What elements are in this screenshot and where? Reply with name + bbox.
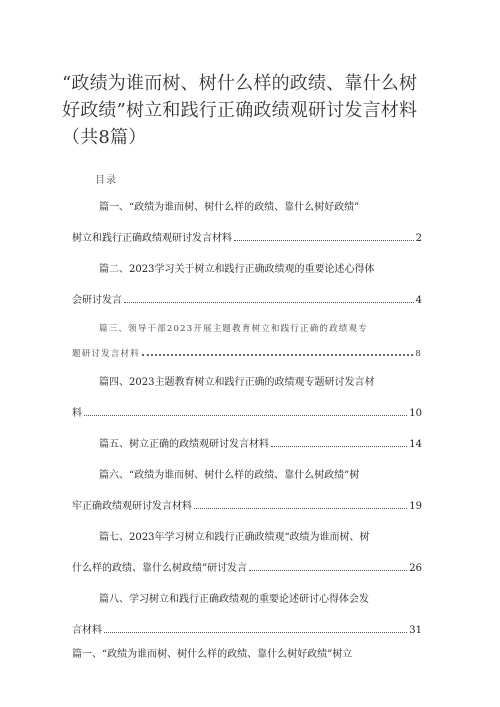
toc-entry-text: 什么样的政绩、靠什么树政绩”研讨发言 [72, 563, 248, 574]
title-line-2: 好政绩”树立和践行正确政绩观研讨发言材料 [62, 100, 418, 121]
toc-page-number: 2 [415, 233, 422, 244]
dot-leader [104, 632, 407, 633]
toc-entry-text: 篇八、学习树立和践行正确政绩观的重要论述研讨心得体会发 [99, 594, 369, 605]
dot-leader [124, 302, 414, 303]
toc-page-number: 14 [409, 439, 422, 450]
toc-entry-8-line-1[interactable] [99, 593, 409, 607]
dot-leader [234, 240, 414, 241]
document-title [62, 70, 442, 151]
dot-leader [84, 415, 407, 416]
toc-page-number: 10 [409, 408, 422, 419]
body-first-line: 篇一、“政绩为谁而树、树什么样的政绩、靠什么树好政绩”树立 [72, 649, 353, 660]
dot-leader [194, 508, 407, 509]
dot-leader [142, 354, 413, 356]
toc-page-number: 31 [409, 625, 422, 636]
toc-page-number: 4 [415, 295, 422, 306]
toc-entry-4-line-2[interactable] [72, 407, 422, 421]
toc-entry-1-line-2[interactable] [72, 232, 422, 246]
toc-entry-text: 会研讨发言 [72, 295, 122, 306]
toc-entry-2-line-2[interactable] [72, 294, 422, 308]
toc-entry-text: 题研讨发言材料 [72, 349, 140, 359]
toc-page-number: 8 [415, 349, 422, 359]
toc-entry-7-line-1[interactable] [99, 531, 409, 545]
dot-leader [249, 570, 407, 571]
toc-entry-text: 篇六、“政绩为谁而树、树什么样的政绩、靠什么树政绩”树 [99, 470, 360, 481]
toc-entry-5[interactable] [99, 438, 422, 452]
toc-entry-1-line-1[interactable] [99, 201, 409, 215]
toc-entry-text: 篇五、树立正确的政绩观研讨发言材料 [99, 439, 269, 450]
toc-entry-text: 言材料 [72, 625, 102, 636]
title-line-3: （共8篇） [62, 127, 147, 148]
toc-entry-3-line-1[interactable] [99, 322, 409, 336]
toc-entry-7-line-2[interactable] [72, 562, 422, 576]
toc-page-number: 19 [409, 501, 422, 512]
toc-heading: 目录 [95, 175, 117, 186]
toc-entry-text: 篇四、2023主题教育树立和践行正确的政绩观专题研讨发言材 [99, 377, 375, 388]
dot-leader [271, 446, 407, 447]
toc-entry-text: 树立和践行正确政绩观研讨发言材料 [72, 233, 232, 244]
toc-entry-text: 料 [72, 408, 82, 419]
toc-entry-text: 篇三、领导干部2023开展主题教育树立和践行正确的政绩观专 [99, 324, 368, 334]
toc-entry-4-line-1[interactable] [99, 376, 409, 390]
toc-entry-text: 篇七、2023年学习树立和践行正确政绩观“政绩为谁而树、树 [99, 532, 370, 543]
toc-entry-6-line-1[interactable] [99, 469, 409, 483]
toc-entry-2-line-1[interactable] [99, 263, 409, 277]
toc-page-number: 26 [409, 563, 422, 574]
toc-entry-6-line-2[interactable] [72, 500, 422, 514]
toc-entry-text: 牢正确政绩观研讨发言材料 [72, 501, 192, 512]
toc-entry-8-line-2[interactable] [72, 624, 422, 638]
title-line-1: “政绩为谁而树、树什么样的政绩、靠什么树 [62, 73, 418, 94]
toc-entry-text: 篇二、2023学习关于树立和践行正确政绩观的重要论述心得体 [99, 264, 375, 275]
toc-entry-text: 篇一、“政绩为谁而树、树什么样的政绩、靠什么树好政绩” [99, 202, 360, 213]
toc-entry-3-line-2[interactable] [72, 347, 422, 361]
